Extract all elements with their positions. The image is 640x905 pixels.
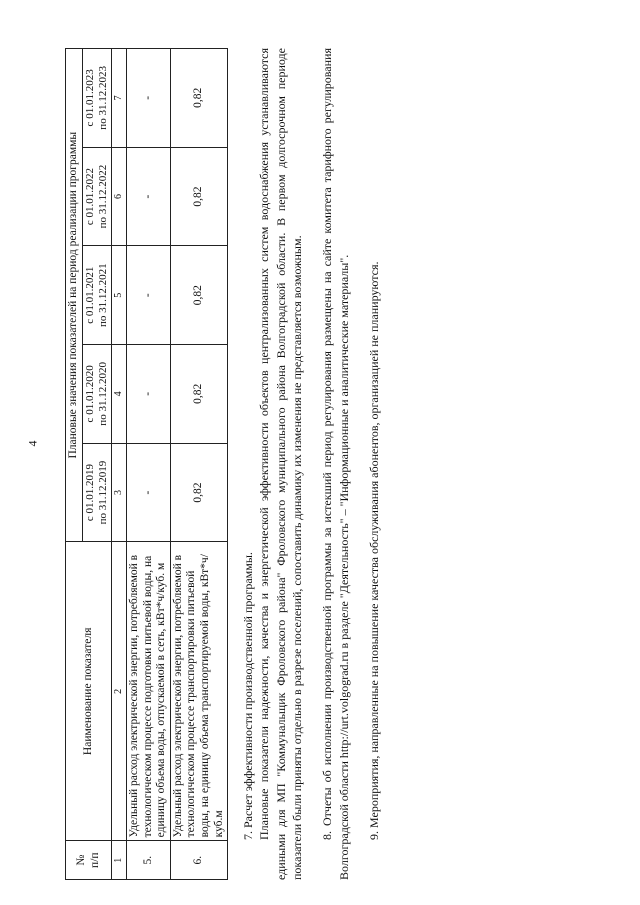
page-number: 4 — [25, 440, 40, 447]
column-index: 4 — [112, 345, 127, 444]
row-value: - — [127, 147, 171, 246]
column-index: 1 — [112, 841, 127, 880]
header-period: с 01.01.2019 по 31.12.2019 — [82, 443, 111, 542]
column-index-row — [112, 49, 127, 880]
indicators-table — [65, 48, 228, 880]
section-8-text: 8. Отчеты об исполнении производственной программы за истекший период регулирования размещены на сайте комитета тарифного регулирования Волгоградской области http://urt.volgograd.ru в разделе "Деятельность" – "Информационные и аналитические материалы". — [320, 48, 351, 880]
row-value: 0,82 — [170, 345, 227, 444]
row-value: - — [127, 49, 171, 148]
column-index: 3 — [112, 443, 127, 542]
row-num: 6. — [170, 841, 227, 880]
column-index: 7 — [112, 49, 127, 148]
header-group: Плановые значения показателей на период реализации программы — [66, 49, 83, 542]
header-num: № п/п — [66, 841, 112, 880]
row-value: 0,82 — [170, 443, 227, 542]
table-row — [170, 49, 227, 880]
row-num: 5. — [127, 841, 171, 880]
column-index: 5 — [112, 246, 127, 345]
section-7-text: Плановые показатели надежности, качества и энергетической эффективности объектов централизованных систем водоснабжения устанавливаются едиными для МП "Коммунальщик Фроловского района" Фроловского муниципального района Волгоградской области. В первом долгосрочном периоде показатели были приняты отдельно в разрезе поселений, сопоставить динамику их изменения не представляется возможным. — [257, 48, 305, 880]
table-row — [127, 49, 171, 880]
section-7-title: 7. Расчет эффективности производственной программы. — [241, 552, 256, 840]
header-period: с 01.01.2023 по 31.12.2023 — [82, 49, 111, 148]
row-value: - — [127, 443, 171, 542]
row-value: 0,82 — [170, 246, 227, 345]
header-name: Наименование показателя — [66, 542, 112, 841]
row-value: - — [127, 246, 171, 345]
section-9-text: 9. Мероприятия, направленные на повышение качества обслуживания абонентов, организацией не планируются. — [366, 261, 381, 840]
row-name: Удельный расход электрической энергии, потребляемой в технологическом процессе транспортировки питьевой воды, на единицу объема транспортируемой воды, кВт*ч/куб.м — [170, 542, 227, 841]
document-text — [240, 48, 382, 880]
row-name: Удельный расход электрической энергии, потребляемой в технологическом процессе подготовки питьевой воды, на единицу объема воды, отпускаемой в сеть, кВт*ч/куб. м — [127, 542, 171, 841]
row-value: 0,82 — [170, 49, 227, 148]
column-index: 6 — [112, 147, 127, 246]
header-period: с 01.01.2022 по 31.12.2022 — [82, 147, 111, 246]
landscape-content — [65, 40, 605, 880]
header-period: с 01.01.2021 по 31.12.2021 — [82, 246, 111, 345]
row-value: 0,82 — [170, 147, 227, 246]
column-index: 2 — [112, 542, 127, 841]
row-value: - — [127, 345, 171, 444]
header-period: с 01.01.2020 по 31.12.2020 — [82, 345, 111, 444]
